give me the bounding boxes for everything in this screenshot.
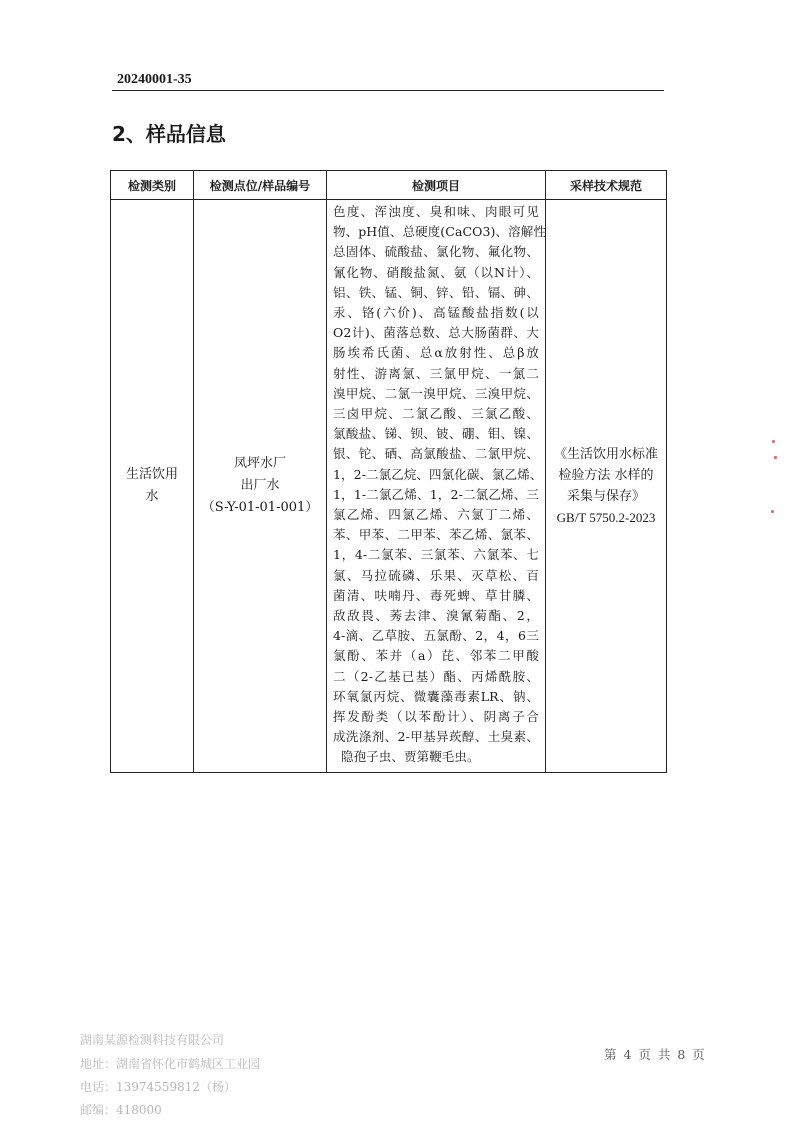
standard-line: 检验方法 水样的 bbox=[558, 467, 654, 483]
item-line: 银、铊、硒、高氯酸盐、二氯甲烷、 bbox=[333, 446, 539, 462]
item-line: 苯、甲苯、二甲苯、苯乙烯、氯苯、 bbox=[333, 527, 539, 543]
scan-artifact bbox=[771, 510, 774, 513]
item-line: 隐孢子虫、贾第鞭毛虫。 bbox=[341, 749, 480, 765]
item-line: 铝、铁、锰、铜、锌、铅、镉、砷、 bbox=[333, 284, 539, 300]
item-line: 菌清、呋喃丹、毒死蜱、草甘膦、 bbox=[333, 587, 539, 603]
cell-site bbox=[194, 200, 327, 773]
cell-test-items bbox=[327, 200, 546, 773]
section-title: 2、样品信息 bbox=[112, 122, 226, 146]
item-line: 物、pH值、总硬度(CaCO3)、溶解性 bbox=[333, 224, 546, 240]
footer-postcode: 邮编：418000 bbox=[80, 1103, 162, 1117]
item-line: 1，2-二氯乙烷、四氯化碳、氯乙烯、 bbox=[333, 466, 543, 482]
item-line: 总固体、硫酸盐、氯化物、氟化物、 bbox=[333, 244, 539, 260]
item-line: 氯、马拉硫磷、乐果、灭草松、百 bbox=[333, 567, 539, 583]
item-line: O2计)、菌落总数、总大肠菌群、大 bbox=[333, 325, 539, 341]
sample-code: （S-Y-01-01-001） bbox=[201, 499, 319, 515]
cell-standard bbox=[546, 200, 667, 773]
header-site: 检测点位/样品编号 bbox=[194, 171, 327, 200]
item-line: 环氧氯丙烷、微囊藻毒素LR、钠、 bbox=[333, 688, 539, 704]
standard-line: 采集与保存》 bbox=[566, 488, 645, 504]
scan-artifact bbox=[774, 456, 777, 459]
item-line: 射性、游离氯、三氯甲烷、一氯二 bbox=[333, 365, 539, 381]
standard-code: GB/T 5750.2-2023 bbox=[556, 509, 656, 525]
sample-info-table bbox=[110, 170, 667, 773]
category-text: 生活饮用水 bbox=[125, 466, 178, 504]
item-line: 汞、铬(六价)、高锰酸盐指数(以 bbox=[333, 305, 539, 321]
site-line: 凤坪水厂 bbox=[233, 455, 286, 471]
item-line: 氯酚、苯并（a）芘、邻苯二甲酸 bbox=[333, 648, 539, 664]
scan-artifact bbox=[772, 440, 775, 443]
header-rule bbox=[112, 90, 664, 91]
report-number: 20240001-35 bbox=[117, 72, 192, 87]
footer-company: 湖南某源检测科技有限公司 bbox=[80, 1033, 225, 1047]
cell-category bbox=[111, 200, 194, 773]
footer-address: 地址：湖南省怀化市鹤城区工业园 bbox=[80, 1057, 261, 1071]
table-header-row bbox=[111, 171, 667, 200]
footer-phone: 电话：13974559812（杨） bbox=[80, 1080, 236, 1094]
header-category: 检测类别 bbox=[111, 171, 194, 200]
item-line: 挥发酚类（以苯酚计）、阴离子合 bbox=[333, 709, 539, 725]
item-line: 敌敌畏、莠去津、溴氰菊酯、2， bbox=[333, 608, 539, 624]
item-line: 肠埃希氏菌、总α放射性、总β放 bbox=[333, 345, 539, 361]
item-line: 氯乙烯、四氯乙烯、六氯丁二烯、 bbox=[333, 507, 539, 523]
item-line: 1，4-二氯苯、三氯苯、六氯苯、七 bbox=[333, 547, 539, 563]
table-row bbox=[111, 200, 667, 773]
header-standard: 采样技术规范 bbox=[546, 171, 667, 200]
item-line: 氰化物、硝酸盐氮、氨（以N计）、 bbox=[333, 264, 539, 280]
item-line: 溴甲烷、二氯一溴甲烷、三溴甲烷、 bbox=[333, 385, 539, 401]
item-line: 色度、浑浊度、臭和味、肉眼可见 bbox=[333, 204, 539, 219]
item-line: 氯酸盐、锑、钡、铍、硼、钼、镍、 bbox=[333, 426, 539, 442]
header-items: 检测项目 bbox=[327, 171, 546, 200]
item-line: 1，1-二氯乙烯、1，2-二氯乙烯、三 bbox=[333, 486, 539, 502]
site-line: 出厂水 bbox=[240, 477, 280, 493]
standard-line: 《生活饮用水标准 bbox=[553, 446, 658, 462]
page-number: 第 4 页 共 8 页 bbox=[604, 1047, 705, 1062]
item-line: 三卤甲烷、二氯乙酸、三氯乙酸、 bbox=[333, 406, 539, 422]
item-line: 二（2-乙基已基）酯、丙烯酰胺、 bbox=[333, 668, 539, 684]
item-line: 成洗涤剂、2-甲基异莰醇、土臭素、 bbox=[333, 729, 539, 745]
item-line: 4-滴、乙草胺、五氯酚、2，4，6三 bbox=[333, 628, 539, 644]
